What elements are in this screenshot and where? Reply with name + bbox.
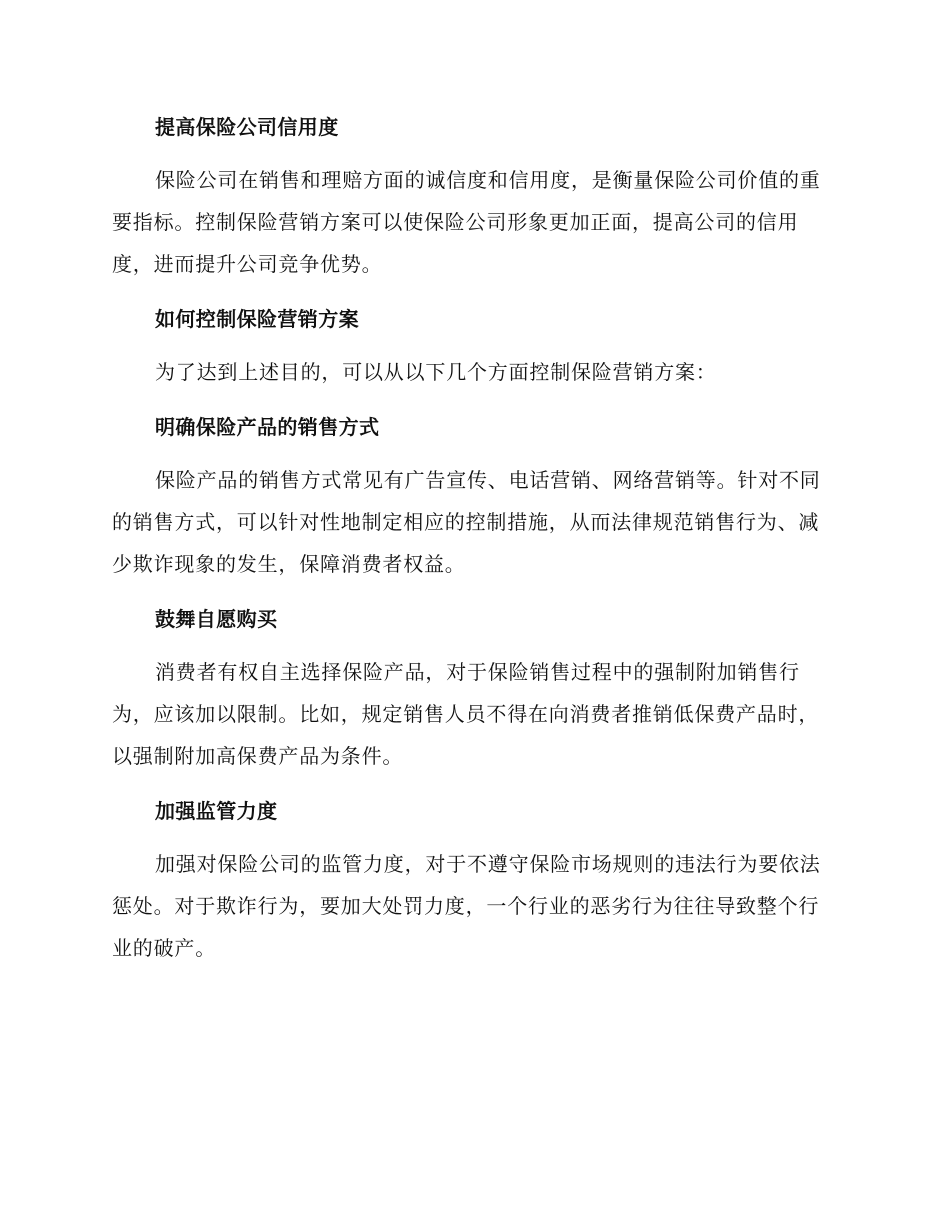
section-heading-voluntary-purchase: 鼓舞自愿购买 bbox=[155, 607, 278, 631]
section-heading-credibility: 提高保险公司信用度 bbox=[155, 115, 339, 139]
section-paragraph-voluntary-purchase: 消费者有权自主选择保险产品，对于保险销售过程中的强制附加销售行为，应该加以限制。比如，规定销售人员不得在向消费者推销低保费产品时，以强制附加高保费产品为条件。 bbox=[112, 660, 820, 768]
section-paragraph-how-to-control: 为了达到上述目的，可以从以下几个方面控制保险营销方案： bbox=[155, 360, 717, 384]
section-paragraph-sales-methods: 保险产品的销售方式常见有广告宣传、电话营销、网络营销等。针对不同的销售方式，可以针对性地制定相应的控制措施，从而法律规范销售行为、减少欺诈现象的发生，保障消费者权益。 bbox=[112, 468, 821, 576]
section-heading-sales-methods: 明确保险产品的销售方式 bbox=[155, 415, 380, 439]
section-heading-supervision: 加强监管力度 bbox=[155, 799, 278, 823]
section-paragraph-credibility: 保险公司在销售和理赔方面的诚信度和信用度，是衡量保险公司价值的重要指标。控制保险营销方案可以使保险公司形象更加正面，提高公司的信用度，进而提升公司竞争优势。 bbox=[112, 168, 821, 276]
section-paragraph-supervision: 加强对保险公司的监管力度，对于不遵守保险市场规则的违法行为要依法惩处。对于欺诈行为，要加大处罚力度，一个行业的恶劣行为往往导致整个行业的破产。 bbox=[112, 852, 821, 960]
section-heading-how-to-control: 如何控制保险营销方案 bbox=[155, 307, 359, 331]
